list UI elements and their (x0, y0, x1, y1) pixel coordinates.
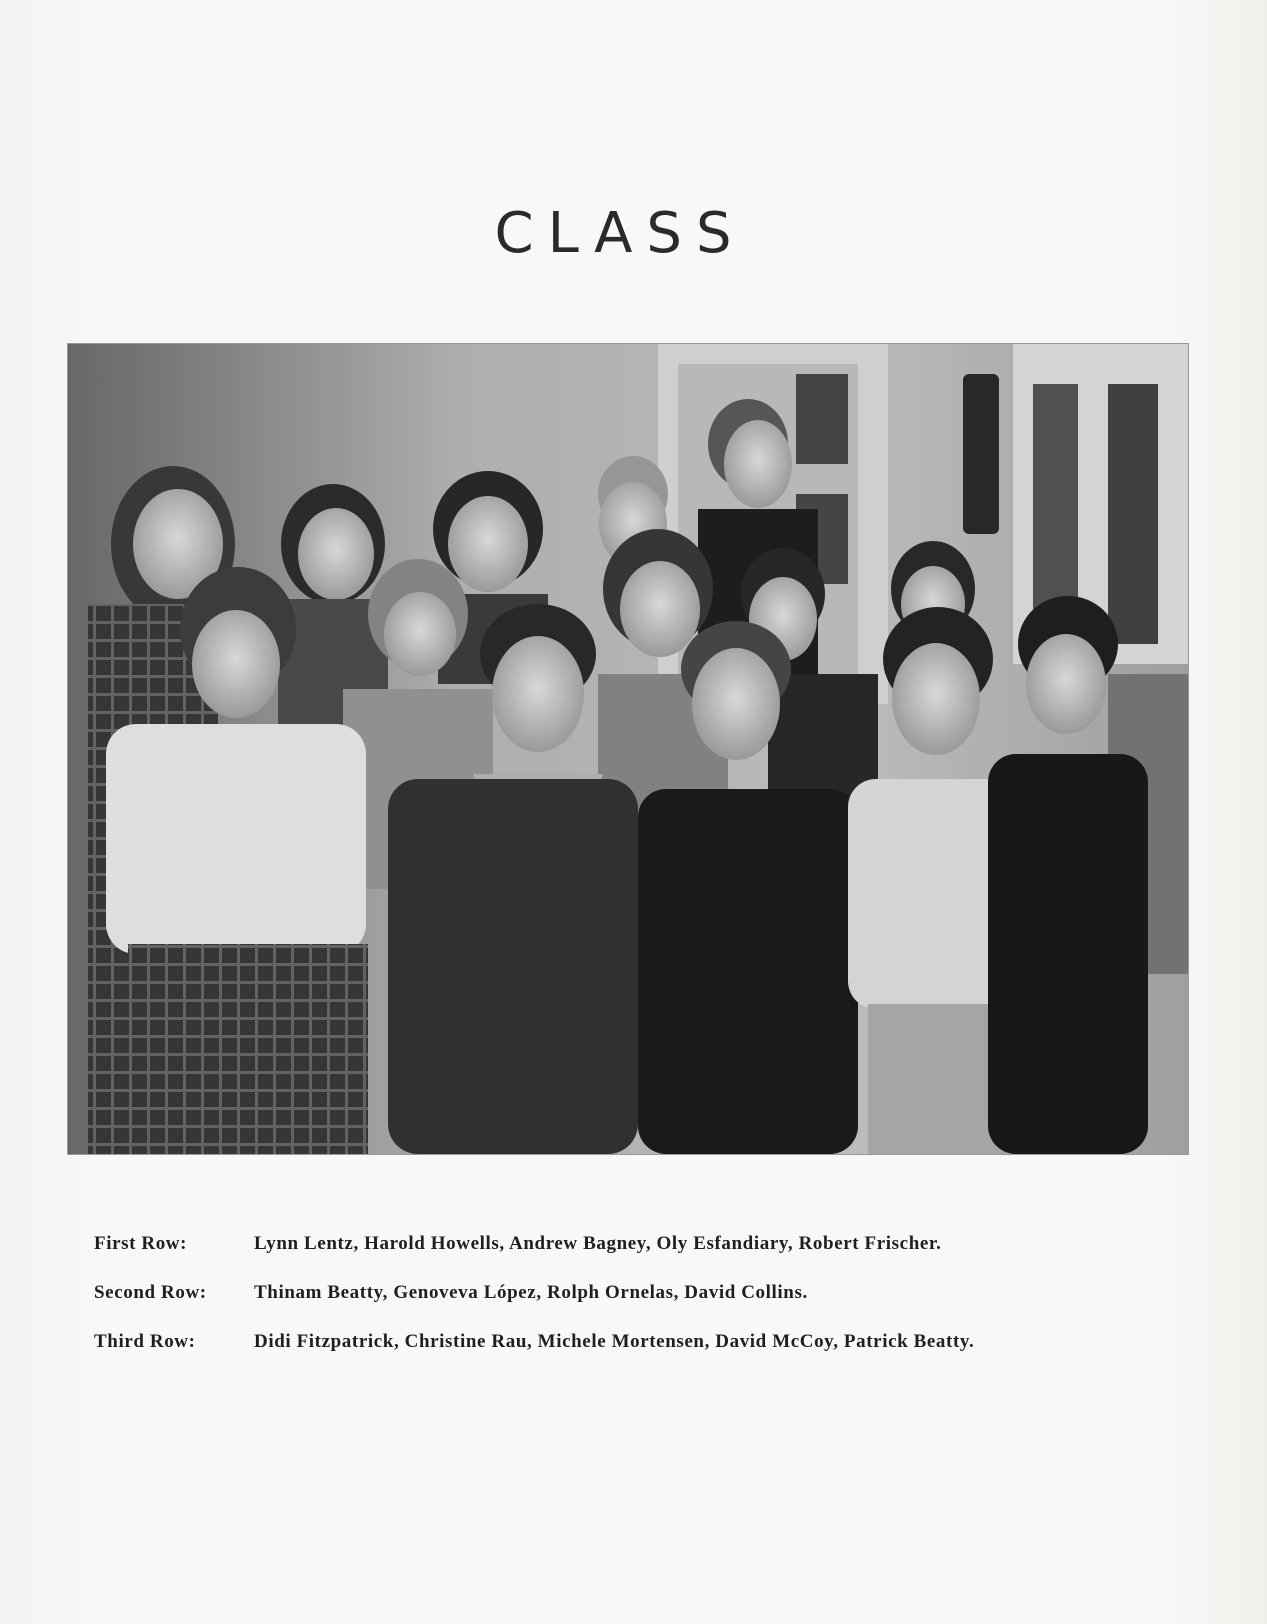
photo-caption (94, 1232, 1214, 1379)
row-label: Third Row: (94, 1331, 196, 1352)
row-names: Lynn Lentz, Harold Howells, Andrew Bagney, Oly Esfandiary, Robert Frischer. (254, 1233, 942, 1254)
caption-row-second (94, 1281, 1214, 1305)
class-photo (68, 344, 1188, 1154)
row-names: Didi Fitzpatrick, Christine Rau, Michele Mortensen, David McCoy, Patrick Beatty. (254, 1331, 975, 1352)
row-label: First Row: (94, 1233, 188, 1254)
caption-row-third (94, 1330, 1214, 1354)
class-group-photo-icon (68, 344, 1188, 1154)
caption-row-first (94, 1232, 1214, 1256)
row-names: Thinam Beatty, Genoveva López, Rolph Ornelas, David Collins. (254, 1282, 808, 1303)
row-label: Second Row: (94, 1282, 207, 1303)
page-title: CLASS (494, 200, 746, 266)
